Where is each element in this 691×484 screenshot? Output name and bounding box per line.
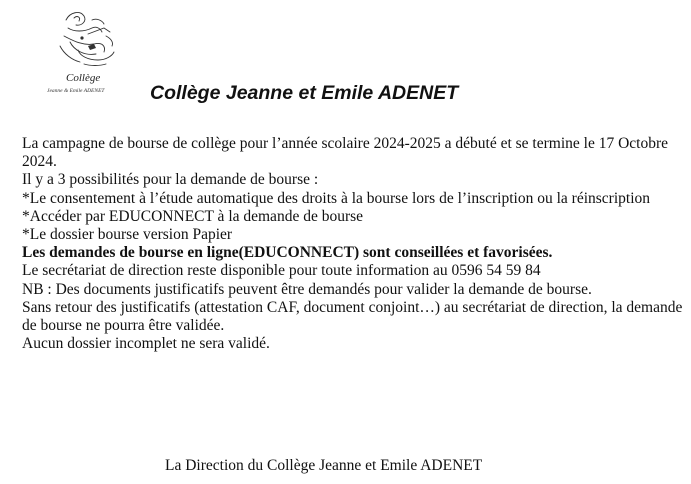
logo-drawing <box>44 6 134 76</box>
online-recommendation: Les demandes de bourse en ligne(EDUCONNECT) sont conseillées et favorisées. <box>22 244 553 262</box>
secretariat-contact: Le secrétariat de direction reste disponible pour toute information au 0596 54 59 84 <box>22 262 541 280</box>
option-automatic: *Le consentement à l’étude automatique des droits à la bourse lors de l’inscription ou la réinscription <box>22 189 650 207</box>
logo-subtitle: Jeanne & Emile ADENET <box>47 88 105 94</box>
document-title: Collège Jeanne et Emile ADENET <box>150 82 459 104</box>
logo-word: Collège <box>66 72 101 84</box>
option-paper: *Le dossier bourse version Papier <box>22 226 233 244</box>
options-intro: Il y a 3 possibilités pour la demande de bourse : <box>22 171 319 189</box>
signature: La Direction du Collège Jeanne et Emile ADENET <box>165 457 483 474</box>
justificatifs-warning: Sans retour des justificatifs (attestation CAF, document conjoint…) au secrétariat de direction, la demande de bourse ne pourra être validée. <box>22 298 683 335</box>
college-logo <box>44 6 134 94</box>
option-educonnect: *Accéder par EDUCONNECT à la demande de bourse <box>22 207 364 225</box>
campaign-paragraph: La campagne de bourse de collège pour l’année scolaire 2024-2025 a débuté et se termine le 17 Octobre 2024. <box>22 135 668 171</box>
nb-documents: NB : Des documents justificatifs peuvent être demandés pour valider la demande de bourse. <box>22 280 592 298</box>
document-body <box>22 135 687 353</box>
incomplete-warning: Aucun dossier incomplet ne sera validé. <box>22 335 270 353</box>
